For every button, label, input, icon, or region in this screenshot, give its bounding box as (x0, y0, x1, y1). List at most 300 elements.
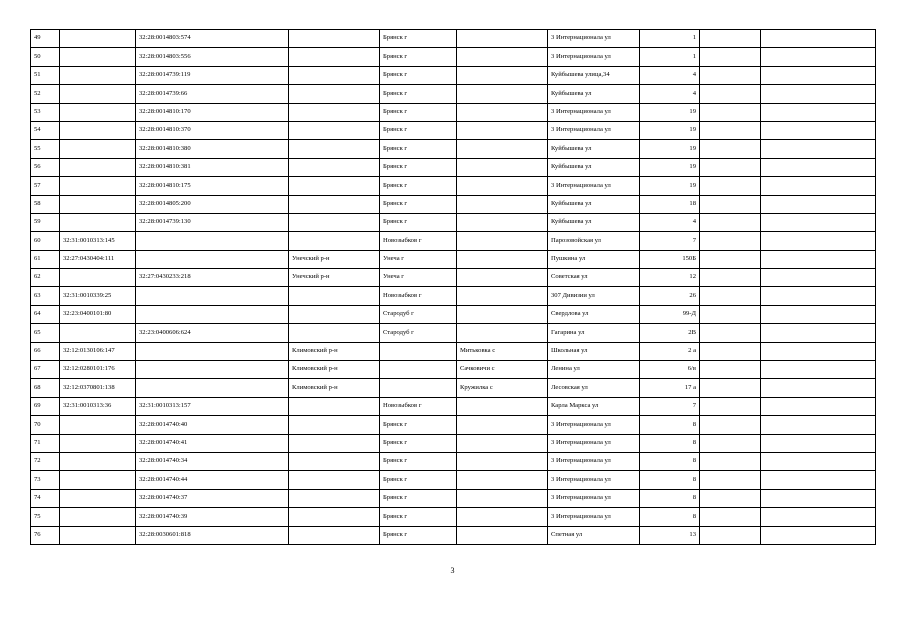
extra-cell-2 (761, 158, 876, 176)
city-cell: Новозыбков г (380, 232, 457, 250)
row-number-cell: 51 (31, 66, 60, 84)
building-cadastral-cell: 32:28:0014810:175 (136, 177, 289, 195)
table-row (31, 452, 876, 470)
cadastral-number-cell (60, 177, 136, 195)
street-cell: Спетная ул (548, 526, 640, 544)
extra-cell-2 (761, 452, 876, 470)
building-cadastral-cell: 32:28:0014740:39 (136, 508, 289, 526)
table-row (31, 177, 876, 195)
extra-cell-2 (761, 177, 876, 195)
street-cell: 3 Интернационала ул (548, 434, 640, 452)
street-cell: Куйбышева улица,34 (548, 66, 640, 84)
building-cadastral-cell: 32:28:0014739:130 (136, 213, 289, 231)
extra-cell-2 (761, 471, 876, 489)
row-number-cell: 53 (31, 103, 60, 121)
city-cell: Брянск г (380, 30, 457, 48)
building-cadastral-cell (136, 250, 289, 268)
city-cell: Стародуб г (380, 324, 457, 342)
house-number-cell: 18 (640, 195, 700, 213)
extra-cell-1 (700, 287, 761, 305)
street-cell: 3 Интернационала ул (548, 416, 640, 434)
house-number-cell: 4 (640, 66, 700, 84)
table-row (31, 103, 876, 121)
settlement-cell (457, 416, 548, 434)
extra-cell-2 (761, 489, 876, 507)
house-number-cell: 19 (640, 177, 700, 195)
city-cell: Брянск г (380, 526, 457, 544)
house-number-cell: 2В (640, 324, 700, 342)
extra-cell-2 (761, 269, 876, 287)
cadastral-number-cell (60, 85, 136, 103)
cadastral-number-cell: 32:12:0370801:138 (60, 379, 136, 397)
table-row (31, 66, 876, 84)
cadastral-number-cell (60, 416, 136, 434)
city-cell: Брянск г (380, 508, 457, 526)
extra-cell-2 (761, 121, 876, 139)
district-cell (289, 121, 380, 139)
settlement-cell (457, 195, 548, 213)
cadastral-number-cell (60, 30, 136, 48)
row-number-cell: 57 (31, 177, 60, 195)
city-cell (380, 361, 457, 379)
city-cell: Брянск г (380, 103, 457, 121)
cadastral-number-cell (60, 158, 136, 176)
settlement-cell (457, 526, 548, 544)
settlement-cell (457, 452, 548, 470)
extra-cell-1 (700, 140, 761, 158)
street-cell: 3 Интернационала ул (548, 508, 640, 526)
street-cell: 3 Интернационала ул (548, 48, 640, 66)
building-cadastral-cell (136, 287, 289, 305)
extra-cell-1 (700, 269, 761, 287)
extra-cell-2 (761, 48, 876, 66)
extra-cell-2 (761, 434, 876, 452)
district-cell (289, 324, 380, 342)
city-cell: Унеча г (380, 250, 457, 268)
house-number-cell: 8 (640, 416, 700, 434)
city-cell (380, 342, 457, 360)
district-cell (289, 434, 380, 452)
settlement-cell (457, 471, 548, 489)
row-number-cell: 75 (31, 508, 60, 526)
settlement-cell (457, 305, 548, 323)
district-cell (289, 287, 380, 305)
city-cell: Стародуб г (380, 305, 457, 323)
street-cell: Советская ул (548, 269, 640, 287)
district-cell (289, 48, 380, 66)
district-cell (289, 66, 380, 84)
district-cell (289, 471, 380, 489)
district-cell (289, 85, 380, 103)
district-cell (289, 305, 380, 323)
street-cell: 3 Интернационала ул (548, 489, 640, 507)
house-number-cell: 1 (640, 48, 700, 66)
table-row (31, 508, 876, 526)
city-cell: Брянск г (380, 66, 457, 84)
district-cell (289, 489, 380, 507)
cadastral-number-cell (60, 526, 136, 544)
cadastral-number-cell (60, 103, 136, 121)
row-number-cell: 69 (31, 397, 60, 415)
settlement-cell (457, 434, 548, 452)
extra-cell-1 (700, 526, 761, 544)
extra-cell-1 (700, 452, 761, 470)
table-row (31, 434, 876, 452)
table-row (31, 85, 876, 103)
row-number-cell: 65 (31, 324, 60, 342)
district-cell: Климовский р-н (289, 342, 380, 360)
district-cell: Унечский р-н (289, 250, 380, 268)
settlement-cell (457, 158, 548, 176)
building-cadastral-cell: 32:28:0014739:119 (136, 66, 289, 84)
city-cell: Брянск г (380, 416, 457, 434)
building-cadastral-cell: 32:28:0014810:370 (136, 121, 289, 139)
extra-cell-1 (700, 232, 761, 250)
city-cell (380, 379, 457, 397)
extra-cell-2 (761, 361, 876, 379)
extra-cell-1 (700, 342, 761, 360)
extra-cell-1 (700, 195, 761, 213)
settlement-cell: Сачковичи с (457, 361, 548, 379)
house-number-cell: 7 (640, 232, 700, 250)
extra-cell-2 (761, 195, 876, 213)
extra-cell-2 (761, 397, 876, 415)
row-number-cell: 50 (31, 48, 60, 66)
cadastral-number-cell (60, 121, 136, 139)
row-number-cell: 74 (31, 489, 60, 507)
extra-cell-1 (700, 434, 761, 452)
extra-cell-2 (761, 85, 876, 103)
settlement-cell: Кружилка с (457, 379, 548, 397)
house-number-cell: 8 (640, 452, 700, 470)
row-number-cell: 76 (31, 526, 60, 544)
extra-cell-1 (700, 397, 761, 415)
building-cadastral-cell: 32:28:0014803:574 (136, 30, 289, 48)
settlement-cell (457, 250, 548, 268)
city-cell: Брянск г (380, 213, 457, 231)
district-cell (289, 30, 380, 48)
extra-cell-2 (761, 342, 876, 360)
settlement-cell (457, 85, 548, 103)
settlement-cell (457, 269, 548, 287)
extra-cell-2 (761, 232, 876, 250)
street-cell: 3 Интернационала ул (548, 121, 640, 139)
house-number-cell: 4 (640, 213, 700, 231)
street-cell: Куйбышева ул (548, 158, 640, 176)
extra-cell-2 (761, 305, 876, 323)
extra-cell-1 (700, 324, 761, 342)
extra-cell-2 (761, 508, 876, 526)
extra-cell-1 (700, 158, 761, 176)
extra-cell-2 (761, 250, 876, 268)
table-row (31, 361, 876, 379)
city-cell: Брянск г (380, 195, 457, 213)
extra-cell-1 (700, 305, 761, 323)
extra-cell-1 (700, 508, 761, 526)
page-number: 3 (450, 566, 455, 575)
city-cell: Брянск г (380, 140, 457, 158)
building-cadastral-cell (136, 232, 289, 250)
building-cadastral-cell: 32:28:0014740:34 (136, 452, 289, 470)
district-cell (289, 213, 380, 231)
house-number-cell: 8 (640, 434, 700, 452)
settlement-cell (457, 324, 548, 342)
table-row (31, 121, 876, 139)
register-table (30, 29, 876, 545)
district-cell (289, 103, 380, 121)
cadastral-number-cell: 32:31:0010313:145 (60, 232, 136, 250)
extra-cell-1 (700, 471, 761, 489)
cadastral-number-cell: 32:12:0280101:176 (60, 361, 136, 379)
table-row (31, 250, 876, 268)
house-number-cell: 8 (640, 489, 700, 507)
settlement-cell (457, 30, 548, 48)
row-number-cell: 72 (31, 452, 60, 470)
settlement-cell (457, 177, 548, 195)
district-cell (289, 140, 380, 158)
cadastral-number-cell (60, 213, 136, 231)
district-cell (289, 397, 380, 415)
district-cell (289, 452, 380, 470)
row-number-cell: 71 (31, 434, 60, 452)
extra-cell-1 (700, 30, 761, 48)
extra-cell-1 (700, 177, 761, 195)
extra-cell-2 (761, 416, 876, 434)
extra-cell-1 (700, 103, 761, 121)
extra-cell-2 (761, 287, 876, 305)
table-row (31, 158, 876, 176)
building-cadastral-cell (136, 379, 289, 397)
settlement-cell (457, 287, 548, 305)
building-cadastral-cell: 32:28:0014810:380 (136, 140, 289, 158)
house-number-cell: 19 (640, 158, 700, 176)
table-row (31, 195, 876, 213)
table-body (31, 30, 876, 545)
extra-cell-1 (700, 213, 761, 231)
street-cell: Свердлова ул (548, 305, 640, 323)
house-number-cell: 19 (640, 103, 700, 121)
city-cell: Брянск г (380, 121, 457, 139)
row-number-cell: 63 (31, 287, 60, 305)
street-cell: 3 Интернационала ул (548, 471, 640, 489)
street-cell: 3 Интернационала ул (548, 177, 640, 195)
district-cell (289, 158, 380, 176)
settlement-cell (457, 489, 548, 507)
city-cell: Брянск г (380, 434, 457, 452)
district-cell (289, 508, 380, 526)
settlement-cell (457, 213, 548, 231)
table-row (31, 213, 876, 231)
cadastral-number-cell (60, 324, 136, 342)
settlement-cell (457, 140, 548, 158)
row-number-cell: 55 (31, 140, 60, 158)
street-cell: Парозовойская ул (548, 232, 640, 250)
row-number-cell: 56 (31, 158, 60, 176)
cadastral-number-cell (60, 508, 136, 526)
street-cell: Карла Маркса ул (548, 397, 640, 415)
street-cell: 307 Дивизии ул (548, 287, 640, 305)
extra-cell-1 (700, 121, 761, 139)
district-cell (289, 195, 380, 213)
extra-cell-1 (700, 85, 761, 103)
street-cell: 3 Интернационала ул (548, 103, 640, 121)
city-cell: Брянск г (380, 452, 457, 470)
row-number-cell: 66 (31, 342, 60, 360)
row-number-cell: 52 (31, 85, 60, 103)
district-cell (289, 232, 380, 250)
house-number-cell: 99-Д (640, 305, 700, 323)
row-number-cell: 67 (31, 361, 60, 379)
table-row (31, 379, 876, 397)
house-number-cell: 7 (640, 397, 700, 415)
building-cadastral-cell: 32:28:0014803:556 (136, 48, 289, 66)
street-cell: Ленина ул (548, 361, 640, 379)
district-cell (289, 416, 380, 434)
row-number-cell: 54 (31, 121, 60, 139)
building-cadastral-cell: 32:31:0010313:157 (136, 397, 289, 415)
settlement-cell (457, 48, 548, 66)
building-cadastral-cell: 32:28:0014739:66 (136, 85, 289, 103)
table-row (31, 416, 876, 434)
row-number-cell: 61 (31, 250, 60, 268)
city-cell: Брянск г (380, 471, 457, 489)
street-cell: Гагарина ул (548, 324, 640, 342)
cadastral-number-cell (60, 48, 136, 66)
extra-cell-1 (700, 361, 761, 379)
table-row (31, 471, 876, 489)
cadastral-number-cell (60, 471, 136, 489)
district-cell: Климовский р-н (289, 361, 380, 379)
building-cadastral-cell: 32:28:0014740:44 (136, 471, 289, 489)
street-cell: Лесовская ул (548, 379, 640, 397)
table-row (31, 269, 876, 287)
street-cell: Пушкина ул (548, 250, 640, 268)
street-cell: 3 Интернационала ул (548, 30, 640, 48)
row-number-cell: 60 (31, 232, 60, 250)
cadastral-number-cell (60, 489, 136, 507)
cadastral-number-cell (60, 195, 136, 213)
table-row (31, 48, 876, 66)
building-cadastral-cell (136, 342, 289, 360)
row-number-cell: 70 (31, 416, 60, 434)
table-row (31, 287, 876, 305)
cadastral-number-cell: 32:23:0400101:80 (60, 305, 136, 323)
extra-cell-1 (700, 48, 761, 66)
city-cell: Брянск г (380, 48, 457, 66)
building-cadastral-cell (136, 305, 289, 323)
extra-cell-2 (761, 103, 876, 121)
district-cell (289, 177, 380, 195)
cadastral-number-cell: 32:31:0010313:36 (60, 397, 136, 415)
extra-cell-1 (700, 379, 761, 397)
building-cadastral-cell: 32:28:0014740:41 (136, 434, 289, 452)
cadastral-number-cell (60, 269, 136, 287)
extra-cell-2 (761, 66, 876, 84)
settlement-cell (457, 232, 548, 250)
building-cadastral-cell: 32:28:0014740:37 (136, 489, 289, 507)
district-cell: Унечский р-н (289, 269, 380, 287)
building-cadastral-cell: 32:28:0030601:818 (136, 526, 289, 544)
extra-cell-1 (700, 416, 761, 434)
table-row (31, 342, 876, 360)
table-row (31, 397, 876, 415)
city-cell: Брянск г (380, 489, 457, 507)
house-number-cell: 8 (640, 508, 700, 526)
cadastral-number-cell (60, 140, 136, 158)
city-cell: Брянск г (380, 85, 457, 103)
settlement-cell (457, 103, 548, 121)
building-cadastral-cell: 32:28:0014740:40 (136, 416, 289, 434)
street-cell: Школьная ул (548, 342, 640, 360)
extra-cell-2 (761, 379, 876, 397)
house-number-cell: 26 (640, 287, 700, 305)
row-number-cell: 49 (31, 30, 60, 48)
extra-cell-2 (761, 213, 876, 231)
row-number-cell: 73 (31, 471, 60, 489)
row-number-cell: 58 (31, 195, 60, 213)
table-row (31, 232, 876, 250)
cadastral-number-cell (60, 66, 136, 84)
extra-cell-2 (761, 324, 876, 342)
cadastral-number-cell: 32:27:0430404:111 (60, 250, 136, 268)
row-number-cell: 64 (31, 305, 60, 323)
row-number-cell: 68 (31, 379, 60, 397)
street-cell: 3 Интернационала ул (548, 452, 640, 470)
building-cadastral-cell: 32:28:0014810:381 (136, 158, 289, 176)
building-cadastral-cell (136, 361, 289, 379)
house-number-cell: 12 (640, 269, 700, 287)
city-cell: Брянск г (380, 177, 457, 195)
city-cell: Унеча г (380, 269, 457, 287)
settlement-cell: Митьковка с (457, 342, 548, 360)
house-number-cell: 4 (640, 85, 700, 103)
building-cadastral-cell: 32:28:0014805:200 (136, 195, 289, 213)
house-number-cell: 6/в (640, 361, 700, 379)
settlement-cell (457, 121, 548, 139)
street-cell: Куйбышева ул (548, 140, 640, 158)
cadastral-number-cell (60, 434, 136, 452)
house-number-cell: 2 а (640, 342, 700, 360)
city-cell: Новозыбков г (380, 287, 457, 305)
settlement-cell (457, 508, 548, 526)
building-cadastral-cell: 32:23:0400606:624 (136, 324, 289, 342)
settlement-cell (457, 66, 548, 84)
table-row (31, 489, 876, 507)
city-cell: Новозыбков г (380, 397, 457, 415)
building-cadastral-cell: 32:27:0430233:218 (136, 269, 289, 287)
table-row (31, 30, 876, 48)
house-number-cell: 17 а (640, 379, 700, 397)
district-cell (289, 526, 380, 544)
extra-cell-2 (761, 140, 876, 158)
city-cell: Брянск г (380, 158, 457, 176)
street-cell: Куйбышева ул (548, 213, 640, 231)
building-cadastral-cell: 32:28:0014810:170 (136, 103, 289, 121)
house-number-cell: 1 (640, 30, 700, 48)
table-row (31, 324, 876, 342)
house-number-cell: 19 (640, 121, 700, 139)
house-number-cell: 8 (640, 471, 700, 489)
cadastral-number-cell: 32:31:0010339:25 (60, 287, 136, 305)
row-number-cell: 59 (31, 213, 60, 231)
house-number-cell: 13 (640, 526, 700, 544)
extra-cell-2 (761, 30, 876, 48)
extra-cell-1 (700, 489, 761, 507)
cadastral-number-cell (60, 452, 136, 470)
settlement-cell (457, 397, 548, 415)
extra-cell-2 (761, 526, 876, 544)
house-number-cell: 150Б (640, 250, 700, 268)
